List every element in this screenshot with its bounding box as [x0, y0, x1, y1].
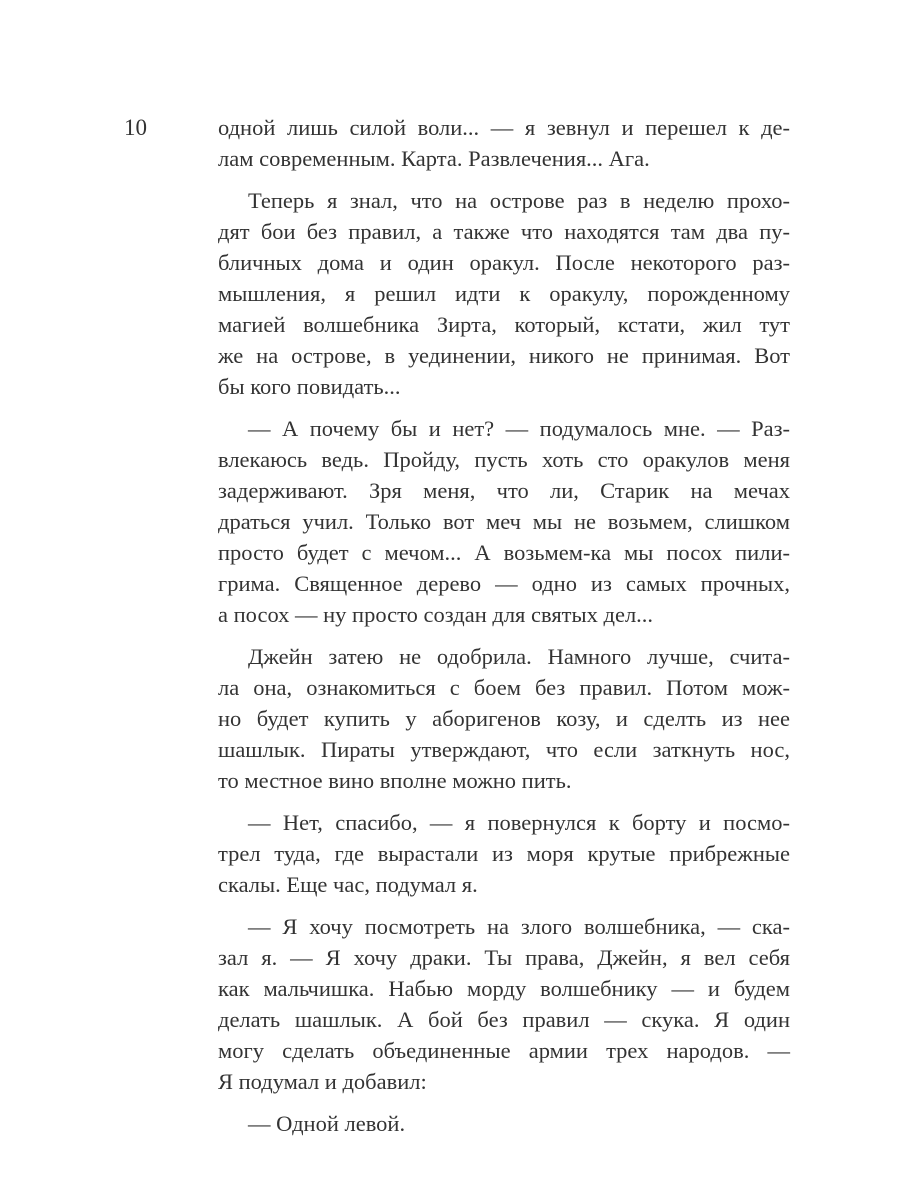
text-line: грима. Священное дерево — одно из самых прочных,	[218, 571, 790, 596]
paragraph	[218, 112, 790, 174]
paragraph	[218, 1108, 790, 1139]
text-line: но будет купить у аборигенов козу, и сделть из нее	[218, 706, 790, 731]
paragraph	[218, 413, 790, 630]
text-line: могу сделать объединенные армии трех народов. —	[218, 1038, 790, 1063]
text-line: одной лишь силой воли... — я зевнул и перешел к де-	[218, 115, 790, 140]
text-line: Теперь я знал, что на острове раз в неделю прохо-	[248, 188, 790, 213]
text-line: — А почему бы и нет? — подумалось мне. — Раз-	[248, 416, 790, 441]
text-line: скалы. Еще час, подумал я.	[218, 872, 478, 897]
paragraph	[218, 185, 790, 402]
text-line: ла она, ознакомиться с боем без правил. Потом мож-	[218, 675, 790, 700]
text-line: влекаюсь ведь. Пройду, пусть хоть сто оракулов меня	[218, 447, 790, 472]
text-line: мышления, я решил идти к оракулу, порожденному	[218, 281, 790, 306]
text-block	[218, 112, 790, 1139]
text-line: Я подумал и добавил:	[218, 1069, 427, 1094]
text-line: шашлык. Пираты утверждают, что если заткнуть нос,	[218, 737, 790, 762]
text-line: же на острове, в уединении, никого не принимая. Вот	[218, 343, 790, 368]
text-line: а посох — ну просто создан для святых дел...	[218, 602, 654, 627]
text-line: то местное вино вполне можно пить.	[218, 768, 572, 793]
text-line: лам современным. Карта. Развлечения... Ага.	[218, 146, 650, 171]
page-number: 10	[124, 115, 147, 140]
text-line: — Одной левой.	[248, 1111, 406, 1136]
text-line: зал я. — Я хочу драки. Ты права, Джейн, я вел себя	[218, 945, 790, 970]
text-line: делать шашлык. А бой без правил — скука. Я один	[218, 1007, 790, 1032]
text-line: Джейн затею не одобрила. Намного лучше, счита-	[248, 644, 790, 669]
text-line: бличных дома и один оракул. После некоторого раз-	[218, 250, 790, 275]
text-line: — Я хочу посмотреть на злого волшебника, — ска-	[248, 914, 790, 939]
text-line: бы кого повидать...	[218, 374, 401, 399]
paragraph	[218, 911, 790, 1097]
paragraph	[218, 807, 790, 900]
text-line: драться учил. Только вот меч мы не возьмем, слишком	[218, 509, 790, 534]
text-line: трел туда, где вырастали из моря крутые прибрежные	[218, 841, 790, 866]
text-line: задерживают. Зря меня, что ли, Старик на мечах	[218, 478, 790, 503]
text-line: как мальчишка. Набью морду волшебнику — и будем	[218, 976, 790, 1001]
text-line: дят бои без правил, а также что находятся там два пу-	[218, 219, 790, 244]
text-line: просто будет с мечом... А возьмем-ка мы посох пили-	[218, 540, 790, 565]
text-line: — Нет, спасибо, — я повернулся к борту и посмо-	[248, 810, 790, 835]
paragraph	[218, 641, 790, 796]
text-line: магией волшебника Зирта, который, кстати, жил тут	[218, 312, 790, 337]
